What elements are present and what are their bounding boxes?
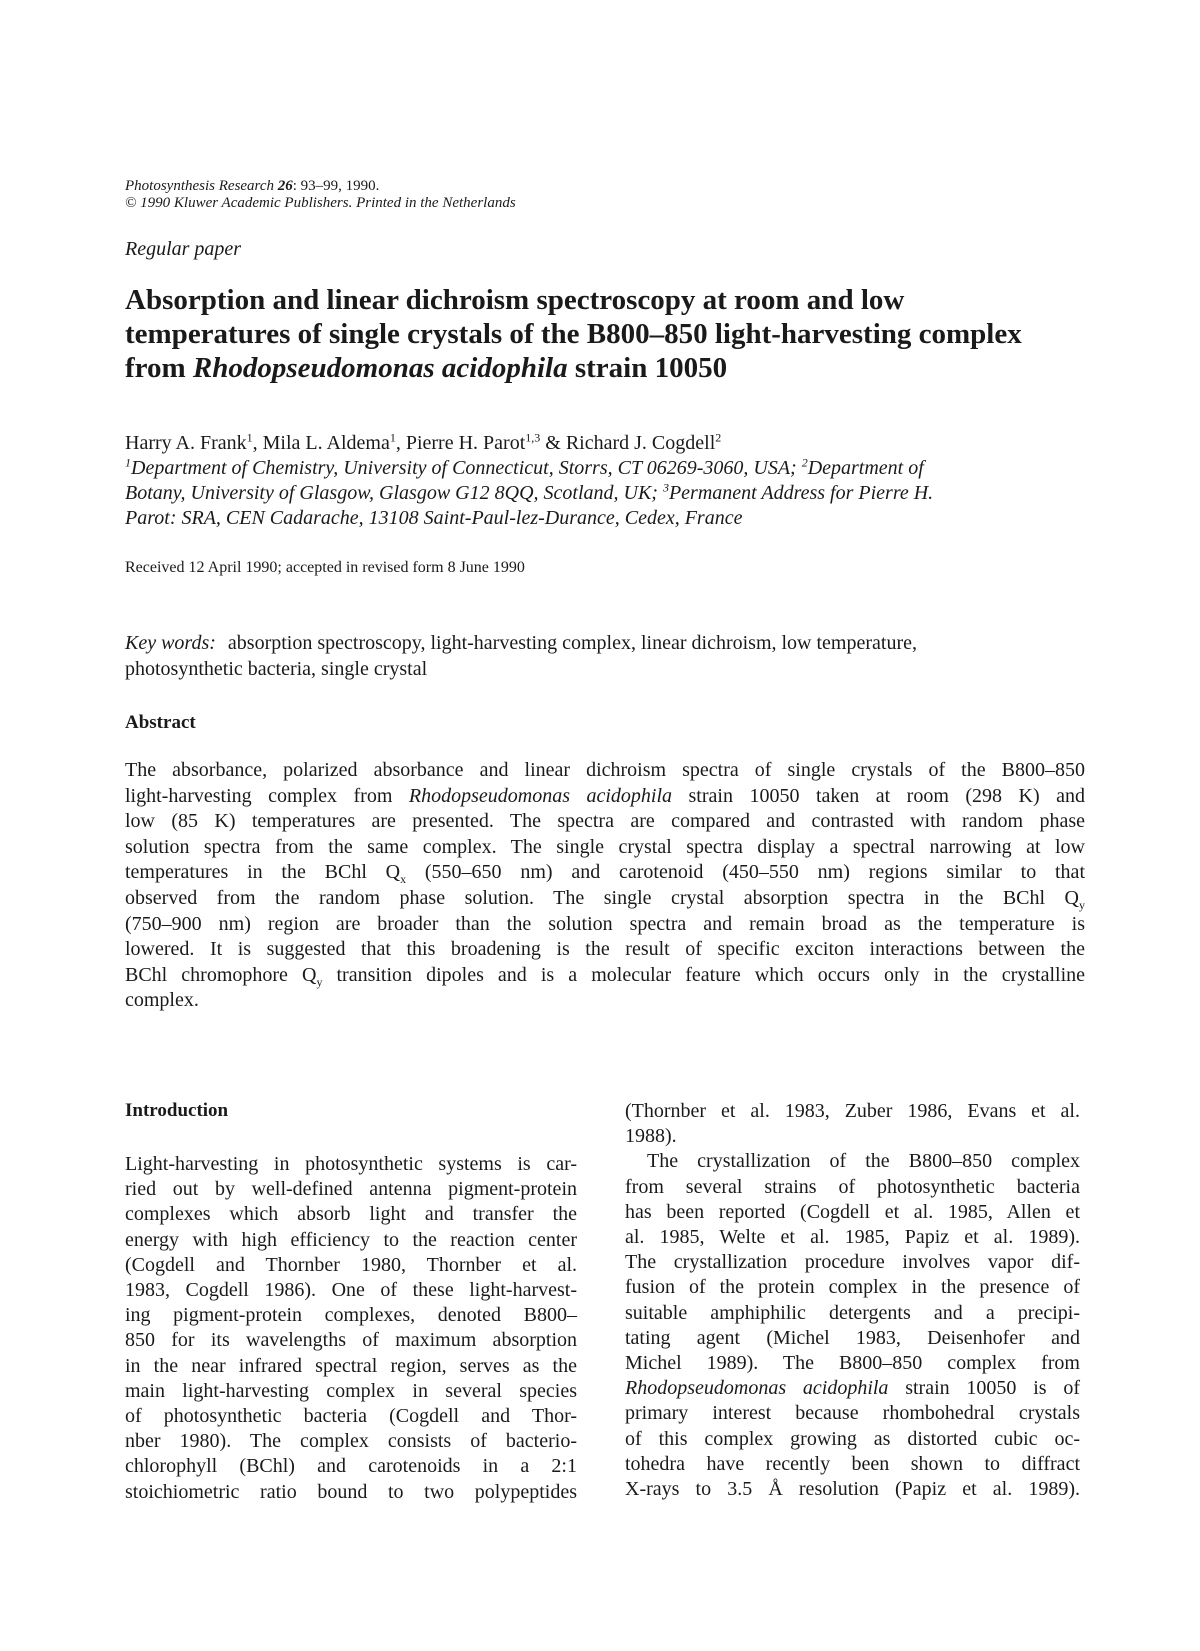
received-dates: Received 12 April 1990; accepted in revised form 8 June 1990 <box>125 559 525 576</box>
intro-left-column: Light-harvesting in photosynthetic systems is car- ried out by well-defined antenna pigment-protein complexes which absorb light and transfer the energy with high efficiency to the reaction center (Cogdell and Thornber 1980, Thornber et al. 1983, Cogdell 1986). One of these light-harvest- ing pigment-protein complexes, denoted B800– 850 for its wavelengths of maximum absorption in the near infrared spectral region, serves as the main light-harvesting complex in several species of photosynthetic bacteria (Cogdell and Thor- nber 1980). The complex consists of bacterio- chlorophyll (BChl) and carotenoids in a 2:1 stoichiometric ratio bound to two polypeptides <box>125 1153 577 1503</box>
journal-copyright: © 1990 Kluwer Academic Publishers. Printed in the Netherlands <box>125 195 516 211</box>
paper-title: Absorption and linear dichroism spectroscopy at room and low temperatures of single crystals of the B800–850 light-harvesting complex from Rhodopseudomonas acidophila strain 10050 <box>125 284 1022 384</box>
abstract-heading: Abstract <box>125 712 196 733</box>
intro-right-column: (Thornber et al. 1983, Zuber 1986, Evans et al. 1988). The crystallization of the B800–850 complex from several strains of photosynthetic bacteria has been reported (Cogdell et al. 1985, Allen et al. 1985, Welte et al. 1985, Papiz et al. 1989). The crystallization procedure involves vapor dif- fusion of the protein complex in the presence of suitable amphiphilic detergents and a precipi- tating agent (Michel 1983, Deisenhofer and Michel 1989). The B800–850 complex from Rhodopseudomonas acidophila strain 10050 is of primary interest because rhombohedral crystals of this complex growing as distorted cubic oc- tohedra have recently been shown to diffract X-rays to 3.5 Å resolution (Papiz et al. 1989). <box>625 1100 1080 1501</box>
introduction-heading: Introduction <box>125 1100 229 1121</box>
section-label: Regular paper <box>125 238 242 260</box>
journal-line-1: Photosynthesis Research 26: 93–99, 1990. <box>125 178 380 194</box>
journal-volume: 26 <box>277 178 293 194</box>
author-list: Harry A. Frank$^1$, Mila L. Aldema$^1$, Pierre H. Parot$^{1,3}$ & Richard J. Cogdell$^2$ <box>125 430 722 454</box>
affiliations: $^1$Department of Chemistry, University of Connecticut, Storrs, CT 06269-3060, USA; $^2$Department of Botany, University of Glasgow, Glasgow G12 8QQ, Scotland, UK; $^3$Permanent Address for Pierre H. Parot: SRA, CEN Cadarache, 13108 Saint-Paul-lez-Durance, Cedex, France <box>125 455 934 529</box>
keywords: Key words: absorption spectroscopy, light-harvesting complex, linear dichroism, low temperature, photosynthetic bacteria, single crystal <box>125 632 917 680</box>
journal-citation <box>125 178 516 212</box>
keywords-label: Key words: <box>125 632 216 654</box>
abstract-text: The absorbance, polarized absorbance and linear dichroism spectra of single crystals of the B800–850 light-harvesting complex from Rhodopseudomonas acidophila strain 10050 taken at room (298 K) and low (85 K) temperatures are presented. The spectra are compared and contrasted with random phase solution spectra from the same complex. The single crystal spectra display a spectral narrowing at low temperatures in the BChl $Q_x$ (550–650 nm) and carotenoid (450–550 nm) regions similar to that observed from the random phase solution. The single crystal absorption spectra in the BChl $Q_y$ (750–900 nm) region are broader than the solution spectra and remain broad as the temperature is lowered. It is suggested that this broadening is the result of specific exciton interactions between the BChl chromophore $Q_y$ transition dipoles and is a molecular feature which occurs only in the crystalline complex. <box>125 759 1086 1012</box>
